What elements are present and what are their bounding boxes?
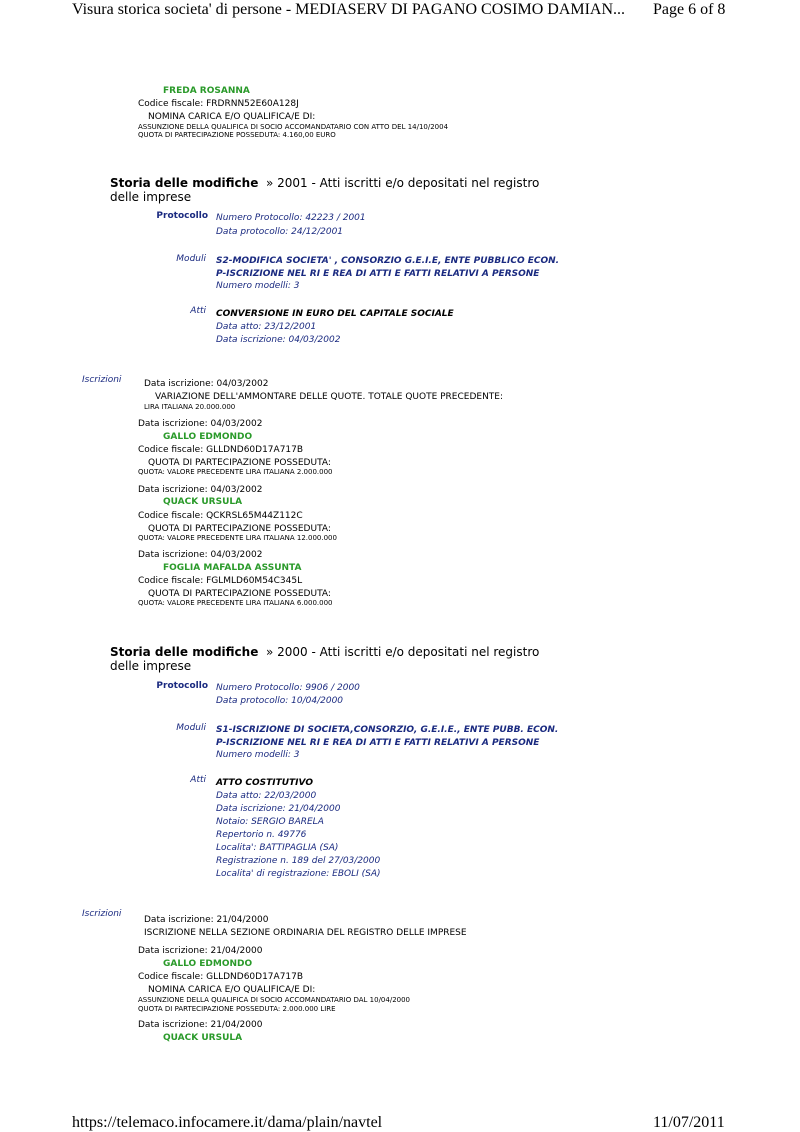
modulo-item: P-ISCRIZIONE NEL RI E REA DI ATTI E FATTI RELATIVI A PERSONE — [216, 738, 540, 748]
data-iscrizione: Data iscrizione: 21/04/2000 — [138, 946, 263, 956]
person-name: FOGLIA MAFALDA ASSUNTA — [163, 563, 302, 573]
protocollo-label: Protocollo — [156, 681, 208, 691]
notaio: Notaio: SERGIO BARELA — [216, 817, 324, 827]
data-iscrizione: Data iscrizione: 21/04/2000 — [216, 804, 341, 814]
data-iscrizione: Data iscrizione: 04/03/2002 — [216, 335, 341, 345]
quota-line: QUOTA DI PARTECIPAZIONE POSSEDUTA: — [148, 589, 331, 599]
codice-fiscale: Codice fiscale: GLLDND60D17A717B — [138, 972, 304, 982]
section-heading-2001 — [110, 176, 560, 204]
person-name: GALLO EDMONDO — [163, 959, 253, 969]
detail-line: QUOTA DI PARTECIPAZIONE POSSEDUTA: 4.160,00 EURO — [138, 131, 336, 139]
data-atto: Data atto: 22/03/2000 — [216, 791, 317, 801]
person-name: QUACK URSULA — [163, 497, 243, 507]
atto-title: CONVERSIONE IN EURO DEL CAPITALE SOCIALE — [216, 309, 454, 319]
codice-fiscale: Codice fiscale: QCKRSL65M44Z112C — [138, 511, 303, 521]
registrazione: Registrazione n. 189 del 27/03/2000 — [216, 856, 381, 866]
moduli-label: Moduli — [176, 254, 206, 264]
numero-modelli: Numero modelli: 3 — [216, 750, 300, 760]
localita-registrazione: Localita' di registrazione: EBOLI (SA) — [216, 869, 381, 879]
atti-label: Atti — [190, 775, 206, 785]
detail-line: ASSUNZIONE DELLA QUALIFICA DI SOCIO ACCOMANDATARIO DAL 10/04/2000 — [138, 996, 411, 1004]
detail-line: ASSUNZIONE DELLA QUALIFICA DI SOCIO ACCOMANDATARIO CON ATTO DEL 14/10/2004 — [138, 123, 449, 131]
person-name: QUACK URSULA — [163, 1033, 243, 1043]
detail-line: QUOTA: VALORE PRECEDENTE LIRA ITALIANA 12.000.000 — [138, 534, 337, 542]
nomina-line: NOMINA CARICA E/O QUALIFICA/E DI: — [148, 985, 316, 995]
detail-line: QUOTA DI PARTECIPAZIONE POSSEDUTA: 2.000.000 LIRE — [138, 1005, 336, 1013]
quota-line: QUOTA DI PARTECIPAZIONE POSSEDUTA: — [148, 458, 331, 468]
iscrizioni-label: Iscrizioni — [82, 375, 122, 385]
page-header-title: Visura storica societa' di persone - MEDIASERV DI PAGANO COSIMO DAMIAN... — [72, 1, 626, 18]
modulo-item: S2-MODIFICA SOCIETA' , CONSORZIO G.E.I.E, ENTE PUBBLICO ECON. — [216, 256, 560, 266]
protocollo-label: Protocollo — [156, 211, 208, 221]
page-footer-date: 11/07/2011 — [653, 1114, 725, 1131]
codice-fiscale: Codice fiscale: FRDRNN52E60A128J — [138, 99, 299, 109]
protocollo-number: Numero Protocollo: 42223 / 2001 — [216, 213, 366, 223]
protocollo-date: Data protocollo: 10/04/2000 — [216, 696, 344, 706]
data-atto: Data atto: 23/12/2001 — [216, 322, 317, 332]
repertorio: Repertorio n. 49776 — [216, 830, 307, 840]
moduli-label: Moduli — [176, 723, 206, 733]
data-iscrizione: Data iscrizione: 21/04/2000 — [138, 1020, 263, 1030]
page-number: Page 6 of 8 — [653, 1, 726, 18]
person-name: GALLO EDMONDO — [163, 432, 253, 442]
detail-line: QUOTA: VALORE PRECEDENTE LIRA ITALIANA 6.000.000 — [138, 599, 333, 607]
quota-line: QUOTA DI PARTECIPAZIONE POSSEDUTA: — [148, 524, 331, 534]
atti-label: Atti — [190, 306, 206, 316]
data-iscrizione: Data iscrizione: 04/03/2002 — [138, 550, 263, 560]
numero-modelli: Numero modelli: 3 — [216, 281, 300, 291]
variazione-line: VARIAZIONE DELL'AMMONTARE DELLE QUOTE. TOTALE QUOTE PRECEDENTE: — [155, 392, 504, 402]
modulo-item: P-ISCRIZIONE NEL RI E REA DI ATTI E FATTI RELATIVI A PERSONE — [216, 269, 540, 279]
data-iscrizione: Data iscrizione: 04/03/2002 — [138, 485, 263, 495]
person-name: FREDA ROSANNA — [163, 86, 250, 96]
modulo-item: S1-ISCRIZIONE DI SOCIETA,CONSORZIO, G.E.I.E., ENTE PUBB. ECON. — [216, 725, 559, 735]
section-heading-2000 — [110, 645, 560, 673]
page-footer-url[interactable]: https://telemaco.infocamere.it/dama/plain/navtel — [72, 1114, 383, 1131]
section-title: Storia delle modifiche — [110, 645, 259, 659]
section-title: Storia delle modifiche — [110, 176, 259, 190]
codice-fiscale: Codice fiscale: FGLMLD60M54C345L — [138, 576, 303, 586]
data-iscrizione: Data iscrizione: 04/03/2002 — [144, 379, 269, 389]
protocollo-date: Data protocollo: 24/12/2001 — [216, 227, 344, 237]
localita: Localita': BATTIPAGLIA (SA) — [216, 843, 339, 853]
data-iscrizione: Data iscrizione: 21/04/2000 — [144, 915, 269, 925]
iscrizione-sezione: ISCRIZIONE NELLA SEZIONE ORDINARIA DEL REGISTRO DELLE IMPRESE — [144, 928, 467, 938]
detail-line: QUOTA: VALORE PRECEDENTE LIRA ITALIANA 2.000.000 — [138, 468, 333, 476]
section-subtitle: » 2000 - Atti iscritti e/o depositati nel registro delle imprese — [110, 645, 540, 673]
protocollo-number: Numero Protocollo: 9906 / 2000 — [216, 683, 360, 693]
nomina-line: NOMINA CARICA E/O QUALIFICA/E DI: — [148, 112, 316, 122]
section-subtitle: » 2001 - Atti iscritti e/o depositati nel registro delle imprese — [110, 176, 540, 204]
iscrizioni-label: Iscrizioni — [82, 909, 122, 919]
atto-title: ATTO COSTITUTIVO — [216, 778, 313, 788]
detail-line: LIRA ITALIANA 20.000.000 — [144, 403, 236, 411]
data-iscrizione: Data iscrizione: 04/03/2002 — [138, 419, 263, 429]
codice-fiscale: Codice fiscale: GLLDND60D17A717B — [138, 445, 304, 455]
